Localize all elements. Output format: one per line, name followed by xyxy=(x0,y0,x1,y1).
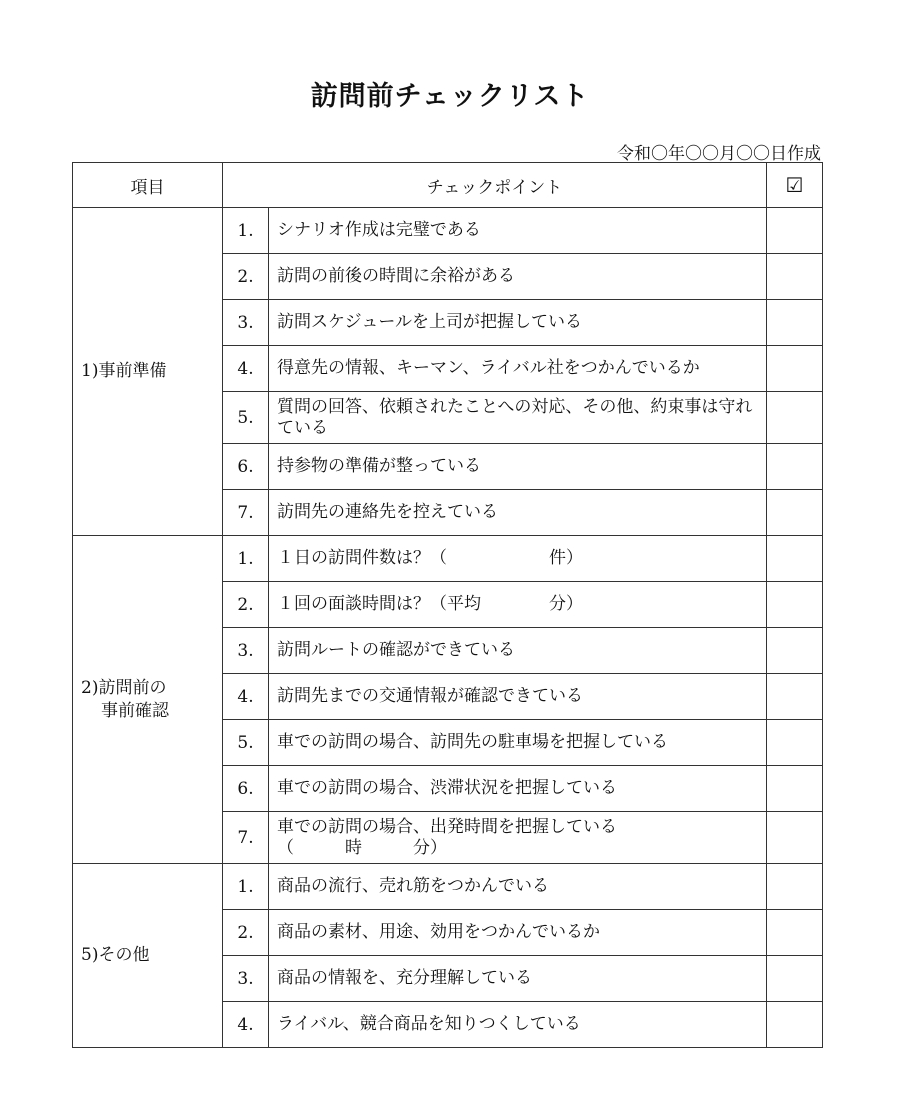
checkpoint-text: 得意先の情報、キーマン、ライバル社をつかんでいるか xyxy=(269,346,767,392)
row-number: 4. xyxy=(223,674,269,720)
checkpoint-text: 持参物の準備が整っている xyxy=(269,444,767,490)
checkpoint-text: 車での訪問の場合、訪問先の駐車場を把握している xyxy=(269,720,767,766)
checkpoint-text: 質問の回答、依頼されたことへの対応、その他、約束事は守れている xyxy=(269,392,767,444)
header-check-icon: ☑ xyxy=(767,163,823,208)
document-title: 訪問前チェックリスト xyxy=(310,81,590,112)
checkpoint-text: 訪問スケジュールを上司が把握している xyxy=(269,300,767,346)
row-number: 3. xyxy=(223,628,269,674)
checkpoint-text: 車での訪問の場合、渋滞状況を把握している xyxy=(269,766,767,812)
header-checkpoint: チェックポイント xyxy=(223,163,767,208)
checkpoint-text: ライバル、競合商品を知りつくしている xyxy=(269,1002,767,1048)
row-number: 1. xyxy=(223,536,269,582)
section-label-preparation: 1)事前準備 xyxy=(73,208,223,536)
checkpoint-text: 訪問ルートの確認ができている xyxy=(269,628,767,674)
row-number: 7. xyxy=(223,812,269,864)
table-row xyxy=(73,208,823,254)
section-label-pre-visit-confirmation xyxy=(73,536,223,864)
row-number: 6. xyxy=(223,766,269,812)
check-cell[interactable] xyxy=(767,254,823,300)
row-number: 3. xyxy=(223,956,269,1002)
checklist-table xyxy=(72,162,823,1048)
checkpoint-text-line1: 車での訪問の場合、出発時間を把握している xyxy=(277,817,617,838)
checkpoint-text: １日の訪問件数は？（ 件） xyxy=(269,536,767,582)
row-number: 6. xyxy=(223,444,269,490)
check-cell[interactable] xyxy=(767,582,823,628)
row-number: 4. xyxy=(223,1002,269,1048)
row-number: 1. xyxy=(223,864,269,910)
check-cell[interactable] xyxy=(767,300,823,346)
section-label-line1: 2)訪問前の xyxy=(81,678,167,699)
check-cell[interactable] xyxy=(767,208,823,254)
row-number: 2. xyxy=(223,910,269,956)
check-cell[interactable] xyxy=(767,628,823,674)
row-number: 3. xyxy=(223,300,269,346)
check-cell[interactable] xyxy=(767,392,823,444)
check-cell[interactable] xyxy=(767,720,823,766)
check-cell[interactable] xyxy=(767,444,823,490)
checkpoint-text: 商品の情報を、充分理解している xyxy=(269,956,767,1002)
checkpoint-text: 訪問先の連絡先を控えている xyxy=(269,490,767,536)
row-number: 4. xyxy=(223,346,269,392)
row-number: 1. xyxy=(223,208,269,254)
row-number: 7. xyxy=(223,490,269,536)
checkpoint-text: 商品の流行、売れ筋をつかんでいる xyxy=(269,864,767,910)
row-number: 5. xyxy=(223,392,269,444)
check-cell[interactable] xyxy=(767,346,823,392)
checkpoint-text xyxy=(269,812,767,864)
header-item: 項目 xyxy=(73,163,223,208)
header-row xyxy=(73,163,823,208)
check-cell[interactable] xyxy=(767,1002,823,1048)
row-number: 5. xyxy=(223,720,269,766)
check-cell[interactable] xyxy=(767,864,823,910)
section-label-other: 5)その他 xyxy=(73,864,223,1048)
check-cell[interactable] xyxy=(767,956,823,1002)
table-row xyxy=(73,536,823,582)
checkpoint-text: シナリオ作成は完璧である xyxy=(269,208,767,254)
checkpoint-text: １回の面談時間は？（平均 分） xyxy=(269,582,767,628)
section-label-line2: 事前確認 xyxy=(101,700,169,721)
row-number: 2. xyxy=(223,254,269,300)
check-cell[interactable] xyxy=(767,490,823,536)
check-cell[interactable] xyxy=(767,766,823,812)
check-cell[interactable] xyxy=(767,812,823,864)
checkpoint-text: 訪問の前後の時間に余裕がある xyxy=(269,254,767,300)
check-cell[interactable] xyxy=(767,674,823,720)
check-cell[interactable] xyxy=(767,536,823,582)
check-cell[interactable] xyxy=(767,910,823,956)
checkpoint-text: 商品の素材、用途、効用をつかんでいるか xyxy=(269,910,767,956)
checkpoint-text-line2: （ 時 分） xyxy=(277,837,447,858)
checkpoint-text: 訪問先までの交通情報が確認できている xyxy=(269,674,767,720)
row-number: 2. xyxy=(223,582,269,628)
creation-date: 令和〇年〇〇月〇〇日作成 xyxy=(617,144,821,164)
table-row xyxy=(73,864,823,910)
